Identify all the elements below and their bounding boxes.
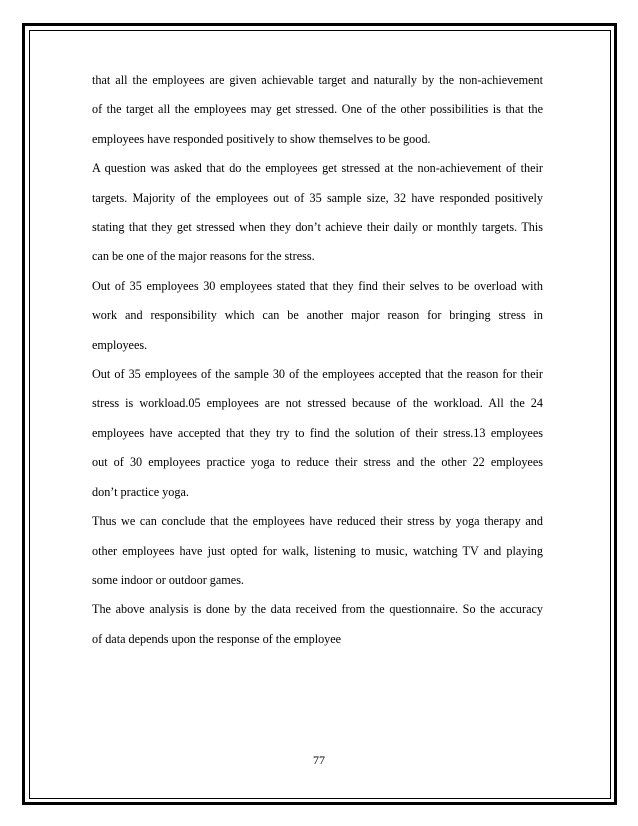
text-line: Out of 35 employees 30 employees stated that they find their selves to be overload with xyxy=(92,278,543,293)
text-line: of data depends upon the response of the employee xyxy=(92,631,342,646)
paragraph xyxy=(92,154,543,272)
paragraph xyxy=(92,360,543,507)
text-line: other employees have just opted for walk, listening to music, watching TV and playing xyxy=(92,543,543,558)
text-line: The above analysis is done by the data received from the questionnaire. So the accuracy xyxy=(92,602,543,617)
text-line: Out of 35 employees of the sample 30 of the employees accepted that the reason for their xyxy=(92,367,543,382)
text-line: don’t practice yoga. xyxy=(92,484,189,499)
text-line: can be one of the major reasons for the stress. xyxy=(92,249,315,264)
text-line: A question was asked that do the employees get stressed at the non-achievement of their xyxy=(92,161,543,176)
text-line: employees have responded positively to show themselves to be good. xyxy=(92,131,431,146)
page-number: 77 xyxy=(313,753,325,767)
text-line: targets. Majority of the employees out of 35 sample size, 32 have responded positively xyxy=(92,190,543,205)
document-body xyxy=(92,66,543,654)
text-line: out of 30 employees practice yoga to reduce their stress and the other 22 employees xyxy=(92,455,543,470)
paragraph xyxy=(92,66,543,154)
paragraph xyxy=(92,507,543,595)
paragraph xyxy=(92,595,543,654)
text-line: employees have accepted that they try to find the solution of their stress.13 employees xyxy=(92,425,543,440)
text-line: stress is workload.05 employees are not stressed because of the workload. All the 24 xyxy=(92,396,543,411)
text-line: that all the employees are given achievable target and naturally by the non-achievement xyxy=(92,73,543,87)
text-line: work and responsibility which can be another major reason for bringing stress in xyxy=(92,308,543,323)
text-line: Thus we can conclude that the employees have reduced their stress by yoga therapy and xyxy=(92,514,543,529)
text-line: some indoor or outdoor games. xyxy=(92,572,244,587)
text-line: stating that they get stressed when they don’t achieve their daily or monthly targets. This xyxy=(92,220,543,235)
text-line: of the target all the employees may get stressed. One of the other possibilities is that the xyxy=(92,102,543,117)
paragraph xyxy=(92,272,543,360)
text-line: employees. xyxy=(92,337,148,352)
